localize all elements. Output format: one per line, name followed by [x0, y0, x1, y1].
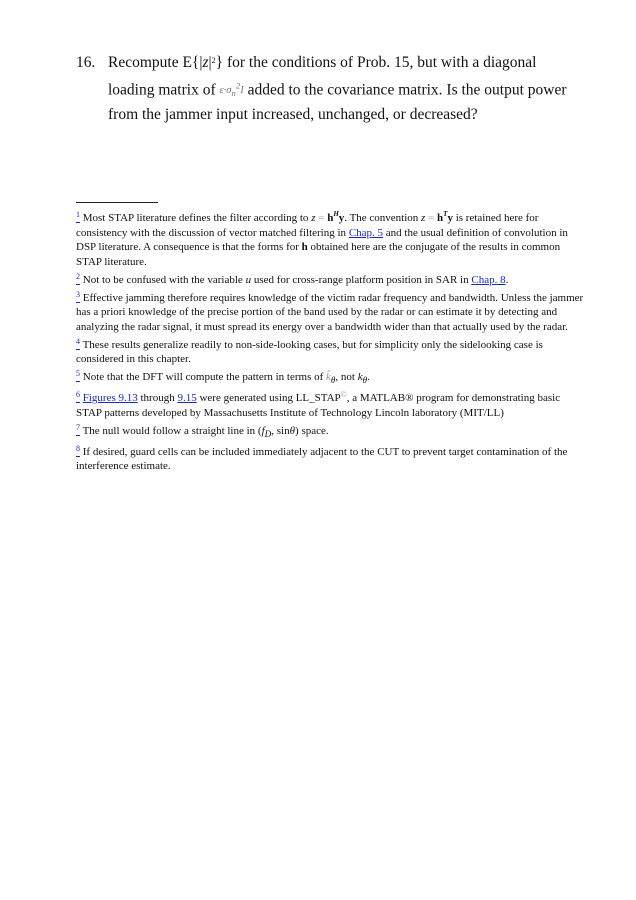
figure-9-15-link[interactable]: 9.15: [177, 392, 197, 405]
problem-number: 16.: [76, 54, 96, 71]
footnotes: [76, 207, 586, 477]
footnote-5: $^5$ Note that the DFT will compute the pattern in terms of $k̂_\theta$, not $k_\theta$.: [76, 369, 370, 386]
footnote-5-marker[interactable]: 5: [76, 369, 80, 379]
problem-line-1: Recompute E{|z|$^2$} for the conditions of Prob. 15, but with a diagonal: [108, 54, 537, 71]
footnote-1: $^1$ Most STAP literature defines the filter according to $z = h^Hy$. The convention $z = h^Ty$ is retained here for consistency with the discussion of vector matched filtering in Chap. 5 and the usual definition of convolution in DSP literature. A consequence is that the forms for h obtained here are the conjugate of the results in common STAP literature.: [76, 210, 568, 268]
footnote-8: $^8$ If desired, guard cells can be included immediately adjacent to the CUT to prevent target contamination of the interference estimate.: [76, 443, 568, 473]
footnote-3: $^3$ Effective jamming therefore requires knowledge of the victim radar frequency and bandwidth. Unless the jammer has a priori knowledge of the precise portion of the band used by the radar or can estimate it by detecting and analyzing the radar signal, it must spread its energy over a bandwidth wider than that actually used by the radar.: [76, 289, 584, 333]
k-hat-formula: k̂: [326, 371, 331, 384]
problem-line-3: from the jammer input increased, unchanged, or decreased?: [108, 105, 478, 123]
footnote-6: $^6$ Figures 9.13 through 9.15 were generated using LL_STAP©, a MATLAB® program for demonstrating basic STAP patterns developed by Massachusetts Institute of Technology Lincoln laboratory (MIT/LL): [76, 390, 561, 419]
footnote-2-marker[interactable]: 2: [76, 271, 80, 281]
footnote-3-marker[interactable]: 3: [76, 289, 80, 299]
chap-5-link[interactable]: Chap. 5: [348, 226, 384, 239]
footnote-8-marker[interactable]: 8: [76, 443, 80, 453]
loading-matrix-formula: $\varepsilon\cdot\sigma_n^2I$: [219, 80, 244, 98]
problem-line-2: loading matrix of $\varepsilon\cdot\sigma_n^2I$ added to the covariance matrix. Is the output power: [108, 80, 567, 99]
footnote-4: $^4$ These results generalize readily to non-side-looking cases, but for simplicity only the sidelooking case is considered in this chapter.: [76, 336, 543, 366]
footnote-7-marker[interactable]: 7: [76, 422, 80, 432]
footnote-separator: [76, 202, 158, 203]
chap-8-link[interactable]: Chap. 8: [471, 273, 506, 286]
problem-16: [76, 52, 596, 126]
figure-9-13-link[interactable]: Figures 9.13: [82, 392, 138, 405]
problem-text: [76, 52, 596, 126]
footnote-2: $^2$ Not to be confused with the variable u used for cross-range platform position in SAR in Chap. 8.: [76, 271, 509, 286]
footnote-7: $^7$ The null would follow a straight line in ($f_D$, sinθ) space.: [76, 422, 329, 439]
footnote-1-marker[interactable]: 1: [76, 210, 80, 219]
footnote-6-marker[interactable]: 6: [76, 390, 80, 400]
footnote-4-marker[interactable]: 4: [76, 336, 80, 346]
